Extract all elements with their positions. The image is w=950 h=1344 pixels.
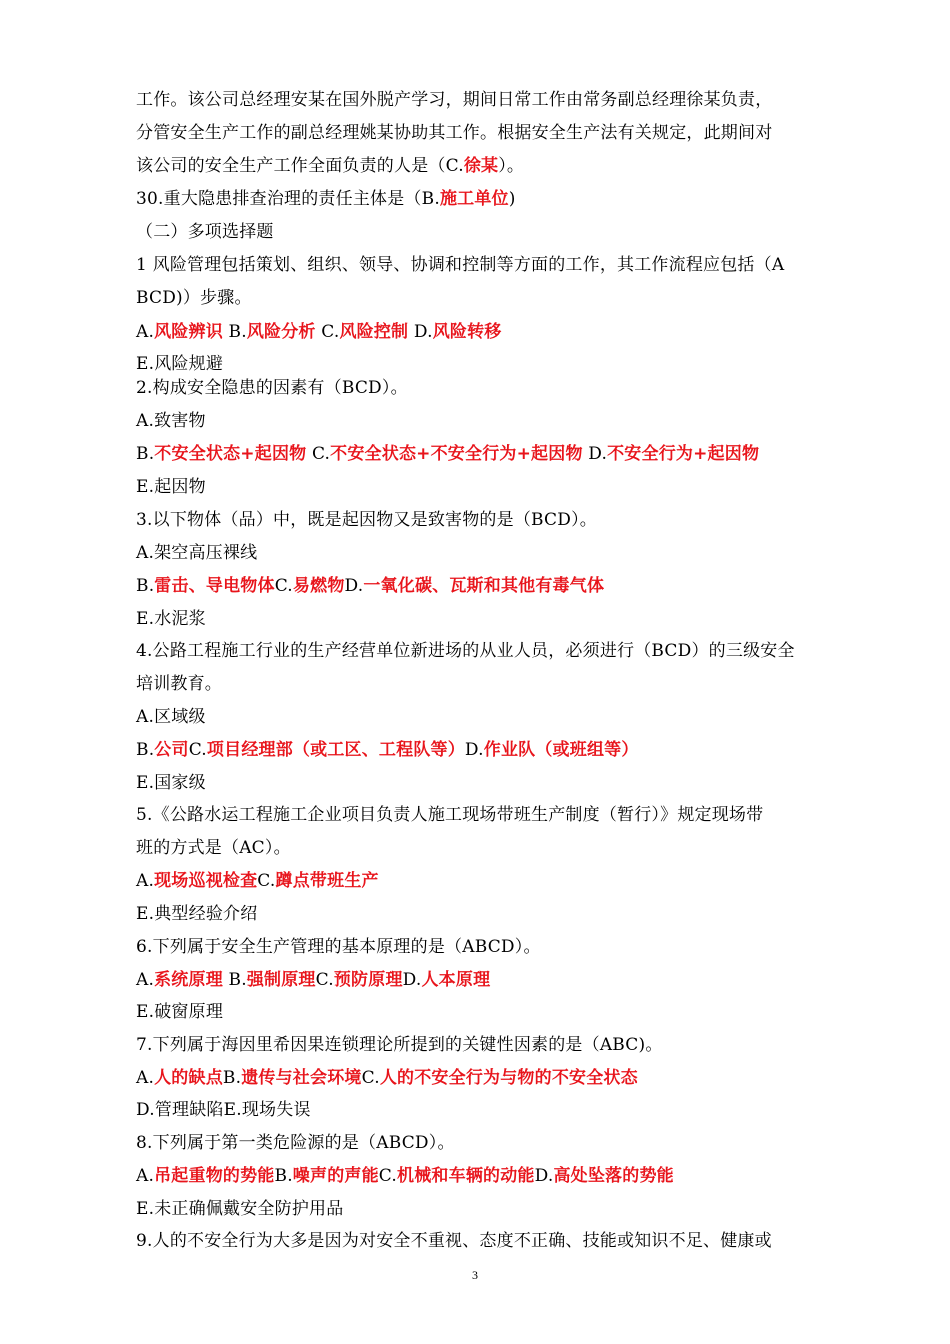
answer-highlight: 风险控制 bbox=[339, 322, 409, 342]
text-segment: 2.构成安全隐患的因素有（BCD）。 bbox=[136, 378, 408, 398]
text-segment: D. bbox=[582, 444, 608, 464]
text-line bbox=[136, 1229, 860, 1253]
text-segment: E.风险规避 bbox=[136, 354, 224, 374]
text-segment: A. bbox=[136, 1166, 155, 1186]
text-segment: C. bbox=[315, 970, 334, 990]
answer-highlight: 人的不安全行为与物的不安全状态 bbox=[379, 1068, 638, 1088]
text-segment: 6.下列属于安全生产管理的基本原理的是（ABCD）。 bbox=[136, 937, 541, 957]
answer-highlight: 高处坠落的势能 bbox=[553, 1166, 674, 1186]
text-segment: 9.人的不安全行为大多是因为对安全不重视、态度不正确、技能或知识不足、健康或 bbox=[136, 1231, 772, 1251]
text-segment: B. bbox=[274, 1166, 293, 1186]
answer-highlight: 易燃物 bbox=[292, 576, 345, 596]
answer-highlight: 人的缺点 bbox=[154, 1068, 223, 1088]
text-line bbox=[136, 187, 860, 211]
text-segment: B. bbox=[222, 322, 247, 342]
text-segment: ) bbox=[508, 189, 516, 209]
text-line bbox=[136, 1164, 860, 1188]
text-line bbox=[136, 935, 860, 959]
text-segment: D. bbox=[534, 1166, 554, 1186]
text-segment: A.区域级 bbox=[136, 707, 206, 727]
text-line bbox=[136, 1131, 860, 1155]
text-segment: C. bbox=[361, 1068, 380, 1088]
text-line bbox=[136, 508, 860, 532]
answer-highlight: 蹲点带班生产 bbox=[275, 871, 379, 891]
text-segment: 分管安全生产工作的副总经理姚某协助其工作。根据安全生产法有关规定，此期间对 bbox=[136, 123, 773, 143]
text-line bbox=[136, 705, 860, 729]
text-line bbox=[136, 771, 860, 795]
answer-highlight: 项目经理部（或工区、工程队等） bbox=[206, 740, 465, 760]
text-segment: A. bbox=[136, 1068, 155, 1088]
text-segment: E.起因物 bbox=[136, 477, 206, 497]
text-line bbox=[136, 607, 860, 631]
text-line bbox=[136, 409, 860, 433]
answer-highlight: 不安全行为+起因物 bbox=[607, 444, 760, 464]
answer-highlight: 人本原理 bbox=[421, 970, 491, 990]
answer-highlight: 不安全状态+不安全行为+起因物 bbox=[330, 444, 583, 464]
text-line bbox=[136, 376, 860, 400]
text-segment: A. bbox=[136, 871, 155, 891]
text-line bbox=[136, 639, 860, 663]
answer-highlight: 预防原理 bbox=[333, 970, 403, 990]
text-segment: D.管理缺陷E.现场失误 bbox=[136, 1100, 311, 1120]
text-segment: E.未正确佩戴安全防护用品 bbox=[136, 1199, 344, 1219]
page-number: 3 bbox=[472, 1268, 478, 1282]
text-segment: 30.重大隐患排查治理的责任主体是（B. bbox=[136, 189, 440, 209]
text-line bbox=[136, 1098, 860, 1122]
text-segment: B. bbox=[136, 444, 155, 464]
answer-highlight: 公司 bbox=[154, 740, 189, 760]
answer-highlight: 强制原理 bbox=[246, 970, 316, 990]
text-segment: B. bbox=[222, 1068, 242, 1088]
answer-highlight: 风险转移 bbox=[432, 322, 502, 342]
text-segment: B. bbox=[136, 576, 155, 596]
text-segment: B. bbox=[222, 970, 247, 990]
answer-highlight: 机械和车辆的动能 bbox=[397, 1166, 535, 1186]
text-line bbox=[136, 1066, 860, 1090]
answer-highlight: 现场巡视检查 bbox=[154, 871, 258, 891]
text-segment: C. bbox=[274, 576, 293, 596]
text-segment: D. bbox=[464, 740, 484, 760]
text-line bbox=[136, 803, 860, 827]
text-line bbox=[136, 968, 860, 992]
text-segment: 1 风险管理包括策划、组织、领导、协调和控制等方面的工作，其工作流程应包括（A bbox=[136, 255, 785, 275]
text-segment: 7.下列属于海因里希因果连锁理论所提到的关键性因素的是（ABC)。 bbox=[136, 1035, 663, 1055]
text-segment: （二）多项选择题 bbox=[136, 222, 274, 242]
text-segment: 5.《公路水运工程施工企业项目负责人施工现场带班生产制度（暂行）》规定现场带 bbox=[136, 805, 764, 825]
text-segment: B. bbox=[136, 740, 155, 760]
text-segment: BCD)）步骤。 bbox=[136, 288, 252, 308]
text-segment: C. bbox=[257, 871, 276, 891]
text-line bbox=[136, 442, 860, 466]
text-line bbox=[136, 574, 860, 598]
text-line bbox=[136, 88, 860, 112]
text-segment: E.国家级 bbox=[136, 773, 206, 793]
text-line bbox=[136, 352, 860, 376]
text-line bbox=[136, 154, 860, 178]
text-line bbox=[136, 541, 860, 565]
text-segment: D. bbox=[408, 322, 433, 342]
answer-highlight: 系统原理 bbox=[154, 970, 223, 990]
answer-highlight: 风险分析 bbox=[246, 322, 316, 342]
text-line bbox=[136, 738, 860, 762]
answer-highlight: 雷击、导电物体 bbox=[154, 576, 275, 596]
text-segment: 4.公路工程施工行业的生产经营单位新进场的从业人员，必须进行（BCD）的三级安全 bbox=[136, 641, 795, 661]
text-segment: E.水泥浆 bbox=[136, 609, 206, 629]
text-line bbox=[136, 836, 860, 860]
text-segment: 8.下列属于第一类危险源的是（ABCD）。 bbox=[136, 1133, 455, 1153]
text-segment: D. bbox=[344, 576, 364, 596]
text-line bbox=[136, 475, 860, 499]
answer-highlight: 徐某 bbox=[463, 156, 499, 176]
text-segment: 班的方式是（AC）。 bbox=[136, 838, 291, 858]
text-line bbox=[136, 672, 860, 696]
text-segment: 该公司的安全生产工作全面负责的人是（C. bbox=[136, 156, 464, 176]
text-segment: C. bbox=[378, 1166, 398, 1186]
text-segment: E.典型经验介绍 bbox=[136, 904, 258, 924]
answer-highlight: 一氧化碳、瓦斯和其他有毒气体 bbox=[363, 576, 605, 596]
text-line bbox=[136, 1197, 860, 1221]
answer-highlight: 不安全状态+起因物 bbox=[154, 444, 307, 464]
text-segment: A.致害物 bbox=[136, 411, 206, 431]
text-line bbox=[136, 902, 860, 926]
answer-highlight: 噪声的声能 bbox=[292, 1166, 379, 1186]
text-line bbox=[136, 286, 860, 310]
text-line bbox=[136, 1000, 860, 1024]
text-segment: D. bbox=[402, 970, 422, 990]
text-line bbox=[136, 253, 860, 277]
text-segment: C. bbox=[306, 444, 331, 464]
answer-highlight: 遗传与社会环境 bbox=[241, 1068, 362, 1088]
text-segment: A. bbox=[136, 970, 155, 990]
text-segment: C. bbox=[188, 740, 207, 760]
text-line bbox=[136, 869, 860, 893]
text-segment: 工作。该公司总经理安某在国外脱产学习，期间日常工作由常务副总经理徐某负责， bbox=[136, 90, 773, 110]
text-segment: C. bbox=[315, 322, 340, 342]
text-line bbox=[136, 121, 860, 145]
text-segment: ）。 bbox=[498, 156, 525, 176]
answer-highlight: 风险辨识 bbox=[154, 322, 223, 342]
answer-highlight: 作业队（或班组等） bbox=[483, 740, 639, 760]
answer-highlight: 施工单位 bbox=[439, 189, 509, 209]
text-segment: 培训教育。 bbox=[136, 674, 222, 694]
answer-highlight: 吊起重物的势能 bbox=[154, 1166, 275, 1186]
text-line bbox=[136, 220, 860, 244]
text-segment: A. bbox=[136, 322, 155, 342]
text-line bbox=[136, 1033, 860, 1057]
text-segment: 3.以下物体（品）中，既是起因物又是致害物的是（BCD）。 bbox=[136, 510, 597, 530]
text-segment: A.架空高压裸线 bbox=[136, 543, 258, 563]
text-line bbox=[136, 320, 860, 344]
text-segment: E.破窗原理 bbox=[136, 1002, 224, 1022]
